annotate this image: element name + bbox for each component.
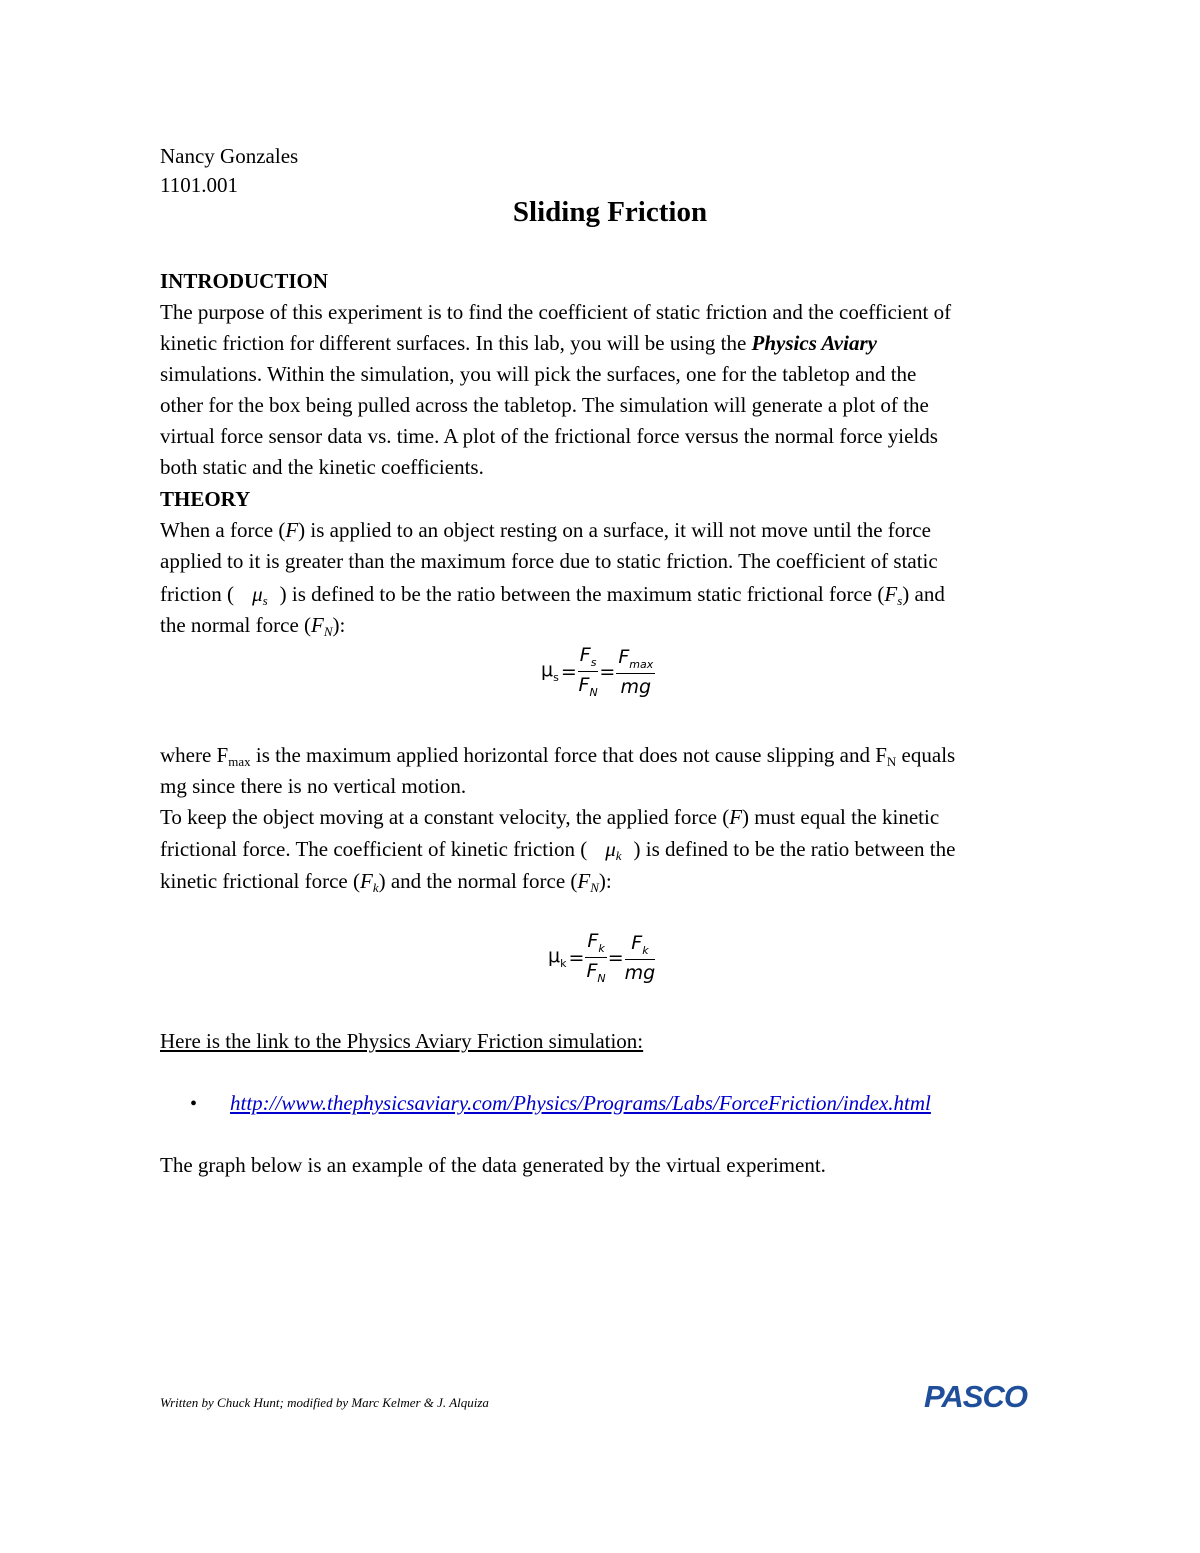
intro-line-1: The purpose of this experiment is to find the coefficient of static friction and the coefficient of: [160, 300, 952, 324]
page-title: Sliding Friction: [512, 196, 708, 228]
simulation-link[interactable]: http://www.thephysicsaviary.com/Physics/Programs/Labs/ForceFriction/index.html: [230, 1091, 931, 1115]
intro-line-3: simulations. Within the simulation, you will pick the surfaces, one for the tabletop and the: [160, 362, 917, 386]
theory-line-7: To keep the object moving at a constant velocity, the applied force (F) must equal the kinetic: [160, 805, 940, 829]
theory-line-5: where $F_{max}$ is the maximum applied horizontal force that does not cause slipping and $F_N$ equals: [160, 743, 956, 769]
intro-line-2: kinetic friction for different surfaces. In this lab, you will be using the Physics Aviary: [160, 331, 877, 355]
pasco-logo: [922, 1380, 1062, 1417]
theory-line-6: mg since there is no vertical motion.: [160, 774, 467, 798]
static-friction-equation: $\mu_s$ = $\frac{F_s}{F_N}$ = $\frac{F_{max}}{mg}$: [541, 644, 654, 699]
footer-credit: Written by Chuck Hunt; modified by Marc Kelmer & J. Alquiza: [160, 1395, 489, 1410]
theory-line-4: the normal force $(F_N)$:: [160, 613, 346, 639]
svg-text:PASCO: PASCO: [924, 1380, 1027, 1412]
theory-line-8: frictional force. The coefficient of kinetic friction ( $\mu_k$ ) is defined to be the ratio between the: [160, 834, 955, 865]
pasco-logo-icon: [922, 1380, 1062, 1412]
introduction-heading: INTRODUCTION: [160, 269, 329, 293]
theory-line-3: friction ( $\mu_s$ ) is defined to be the ratio between the maximum static frictional force $(F_s)$ and: [160, 579, 945, 610]
theory-line-2: applied to it is greater than the maximum force due to static friction. The coefficient of static: [160, 549, 938, 573]
intro-line-5: virtual force sensor data vs. time. A plot of the frictional force versus the normal force yields: [160, 424, 938, 448]
graph-note: The graph below is an example of the data generated by the virtual experiment.: [160, 1153, 826, 1177]
mu-s-symbol: $\mu_s$: [252, 582, 268, 608]
author-name: Nancy Gonzales: [160, 144, 299, 168]
theory-line-9: kinetic frictional force $(F_k)$ and the normal force $(F_N)$:: [160, 869, 612, 895]
course-number: 1101.001: [160, 173, 238, 197]
intro-line-4: other for the box being pulled across the tabletop. The simulation will generate a plot of the: [160, 393, 929, 417]
physics-aviary-emphasis: Physics Aviary: [751, 331, 877, 355]
link-line: [230, 1088, 931, 1119]
theory-line-1: When a force (F) is applied to an object resting on a surface, it will not move until the force: [160, 518, 931, 542]
kinetic-friction-equation: $\mu_k$ = $\frac{F_k}{F_N}$ = $\frac{F_k}{mg}$: [548, 930, 656, 985]
mu-k-symbol: $\mu_k$: [605, 837, 622, 863]
bullet-icon: •: [190, 1093, 198, 1115]
theory-heading: THEORY: [160, 487, 251, 511]
intro-line-6: both static and the kinetic coefficients.: [160, 455, 484, 479]
link-intro: Here is the link to the Physics Aviary Friction simulation:: [160, 1029, 644, 1053]
